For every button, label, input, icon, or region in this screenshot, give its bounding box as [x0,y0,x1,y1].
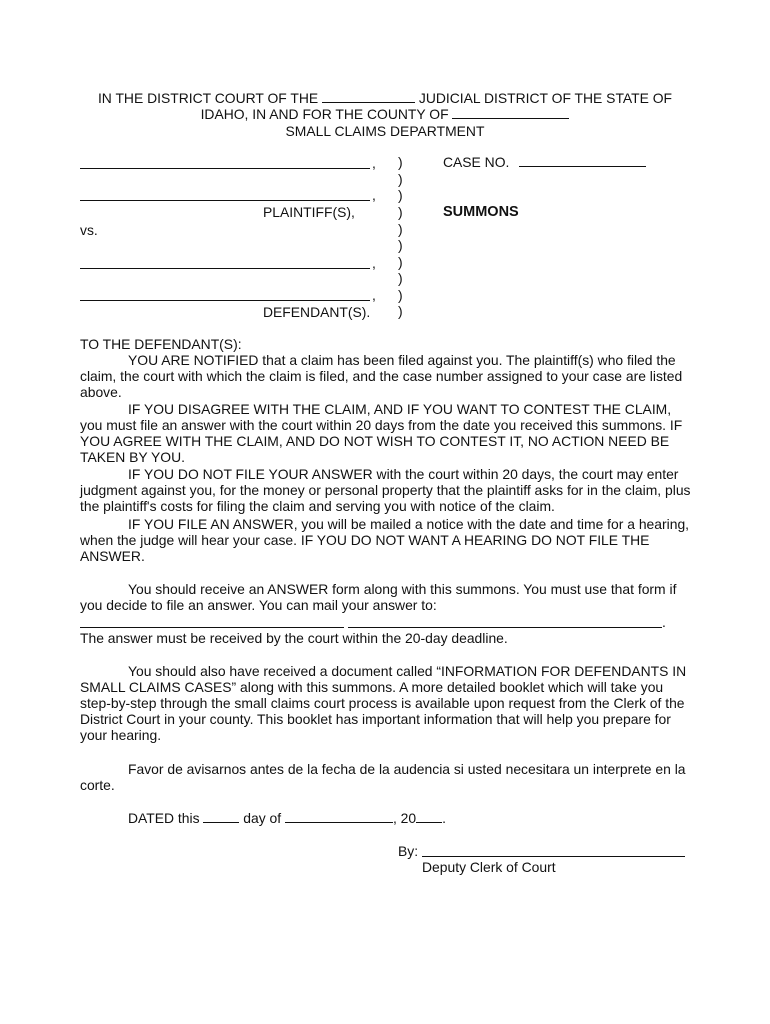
to-defendants-heading: TO THE DEFENDANT(S): [80,336,242,352]
day-of-label: day of [243,810,282,826]
answer-form-paragraph [80,581,692,613]
paren: ) [398,204,403,220]
paren: ) [398,287,403,303]
case-number-label: CASE NO. [443,154,510,170]
paren: ) [398,270,403,286]
signature-line[interactable] [422,856,685,857]
mailing-address-line-1[interactable] [80,627,344,628]
versus-label: vs. [80,222,98,238]
dated-line [128,810,446,826]
paren: ) [398,171,403,187]
period: . [442,810,446,826]
heading-text-b: JUDICIAL DISTRICT OF THE STATE OF [418,90,673,106]
county-blank[interactable] [452,106,569,119]
month-blank[interactable] [285,810,393,823]
comma: , [372,187,376,203]
paren: ) [398,254,403,270]
paren: ) [398,187,403,203]
case-number-field [443,154,646,170]
paren: ) [398,221,403,237]
defendants-label: DEFENDANT(S). [263,304,371,320]
comma: , [372,255,376,271]
info-doc-text: You should also have received a document called “INFORMATION FOR DEFENDANTS IN SMALL CLAIMS CASES” along with this summons. A more detailed booklet which will take you step-by-step through the small claims court process is available upon request from the Clerk of the District Court in your county. This booklet has important information that will help you prepare for your hearing. [80,663,687,743]
by-label: By: [398,843,419,859]
judicial-district-blank[interactable] [322,90,415,103]
interpreter-paragraph [80,761,692,793]
plaintiff-name-line-1[interactable] [80,168,370,169]
not-file-paragraph [80,466,692,514]
defendant-name-line-2[interactable] [80,300,370,301]
form-title: SUMMONS [443,204,519,220]
notified-paragraph [80,352,692,400]
file-answer-paragraph [80,516,692,564]
heading-county-text: IDAHO, IN AND FOR THE COUNTY OF [200,106,449,122]
dated-label: DATED this [128,810,200,826]
paren: ) [398,237,403,253]
heading-text-a: IN THE DISTRICT COURT OF THE [97,90,319,106]
court-heading-line-3 [0,123,770,139]
plaintiffs-label: PLAINTIFF(S), [263,204,355,220]
department-text: SMALL CLAIMS DEPARTMENT [285,123,485,139]
day-blank[interactable] [203,810,239,823]
disagree-paragraph [80,401,692,465]
court-heading-line-2 [0,106,770,122]
interpreter-text: Favor de avisarnos antes de la fecha de la audencia si usted necesitara un interprete en la corte. [80,761,686,793]
mailing-address-line-2[interactable] [348,627,662,628]
deadline-text: The answer must be received by the court within the 20-day deadline. [80,630,508,646]
answer-form-text: You should receive an ANSWER form along with this summons. You must use that form if you decide to file an answer. You can mail your answer to: [80,581,677,613]
file-answer-text: IF YOU FILE AN ANSWER, you will be mailed a notice with the date and time for a hearing, when the judge will hear your case. IF YOU DO NOT WANT A HEARING DO NOT FILE THE ANSWER. [80,516,690,564]
court-heading-line-1 [0,90,770,106]
info-doc-paragraph [80,663,692,743]
comma: , [372,287,376,303]
notified-text: YOU ARE NOTIFIED that a claim has been filed against you. The plaintiff(s) who filed the claim, the court with which the claim is filed, and the case number assigned to your case are listed above. [80,352,683,400]
year-blank[interactable] [416,810,442,823]
period: . [662,614,666,630]
case-number-blank[interactable] [519,154,646,167]
not-file-text: IF YOU DO NOT FILE YOUR ANSWER with the court within 20 days, the court may enter judgment against you, for the money or personal property that the plaintiff asks for in the claim, plus the plaintiff's costs for filing the claim and serving you with notice of the claim. [80,466,691,514]
disagree-text: IF YOU DISAGREE WITH THE CLAIM, AND IF YOU WANT TO CONTEST THE CLAIM, you must file an answer with the court within 20 days from the date you received this summons. IF YOU AGREE WITH THE CLAIM, AND DO NOT WISH TO CONTEST IT, NO ACTION NEED BE TAKEN BY YOU. [80,401,683,465]
paren: ) [398,303,403,319]
deputy-clerk-label: Deputy Clerk of Court [422,859,556,875]
paren: ) [398,154,403,170]
plaintiff-name-line-2[interactable] [80,200,370,201]
defendant-name-line-1[interactable] [80,268,370,269]
year-prefix: , 20 [392,810,417,826]
comma: , [372,155,376,171]
